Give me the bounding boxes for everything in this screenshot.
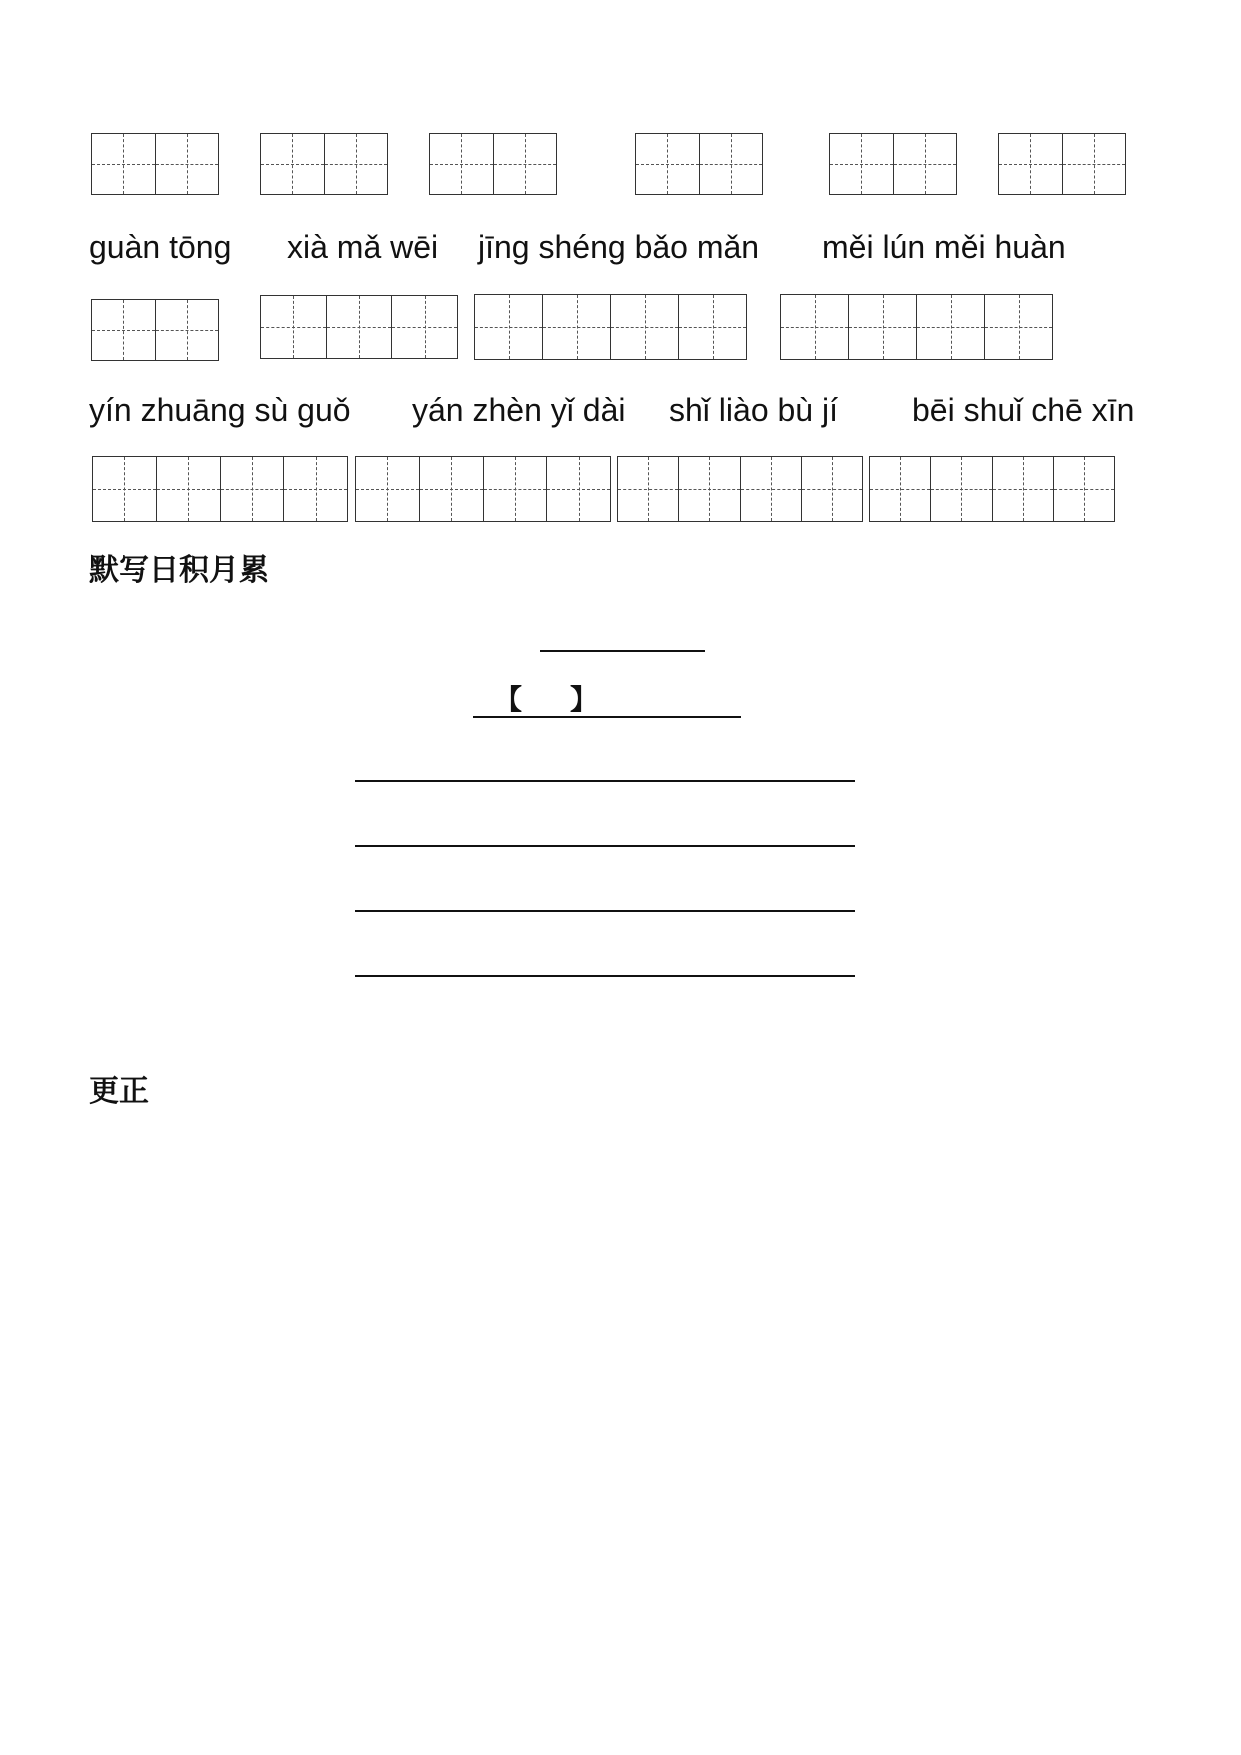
pinyin-label: měi lún měi huàn	[822, 229, 1066, 265]
grid-cell[interactable]	[92, 134, 155, 194]
grid-cell[interactable]	[870, 457, 930, 521]
grid-cell[interactable]	[93, 457, 156, 521]
grid-cell[interactable]	[283, 457, 347, 521]
correction-heading: 更正	[89, 1074, 149, 1109]
grid-cell[interactable]	[261, 296, 326, 358]
grid-cell[interactable]	[430, 134, 493, 194]
pinyin-label: xià mǎ wēi	[287, 229, 439, 265]
writing-grid[interactable]	[780, 294, 1053, 360]
writing-grid[interactable]	[617, 456, 863, 522]
grid-cell[interactable]	[984, 295, 1052, 359]
writing-grid[interactable]	[260, 295, 458, 359]
grid-cell[interactable]	[848, 295, 916, 359]
bracket-open: 【	[494, 683, 523, 716]
dictation-heading: 默写日积月累	[89, 553, 269, 588]
grid-cell[interactable]	[92, 300, 155, 360]
grid-cell[interactable]	[391, 296, 457, 358]
answer-line[interactable]	[355, 845, 855, 847]
grid-cell[interactable]	[781, 295, 848, 359]
grid-cell[interactable]	[992, 457, 1053, 521]
poem-title-line[interactable]	[540, 650, 705, 652]
grid-cell[interactable]	[326, 296, 392, 358]
writing-grid[interactable]	[829, 133, 957, 195]
writing-grid[interactable]	[474, 294, 747, 360]
grid-cell[interactable]	[483, 457, 547, 521]
grid-cell[interactable]	[699, 134, 763, 194]
writing-grid[interactable]	[355, 456, 611, 522]
grid-cell[interactable]	[419, 457, 483, 521]
grid-cell[interactable]	[261, 134, 324, 194]
grid-cell[interactable]	[155, 300, 219, 360]
grid-cell[interactable]	[155, 134, 219, 194]
bracket-close: 】	[570, 683, 599, 716]
grid-cell[interactable]	[324, 134, 388, 194]
answer-line[interactable]	[355, 780, 855, 782]
grid-cell[interactable]	[546, 457, 610, 521]
grid-cell[interactable]	[356, 457, 419, 521]
grid-cell[interactable]	[493, 134, 557, 194]
grid-cell[interactable]	[801, 457, 862, 521]
grid-cell[interactable]	[916, 295, 984, 359]
pinyin-label: yín zhuāng sù guǒ	[89, 392, 351, 428]
writing-grid[interactable]	[869, 456, 1115, 522]
grid-cell[interactable]	[930, 457, 991, 521]
pinyin-label: yán zhèn yǐ dài	[412, 392, 626, 428]
pinyin-label: bēi shuǐ chē xīn	[912, 392, 1135, 428]
answer-line[interactable]	[355, 910, 855, 912]
grid-cell[interactable]	[610, 295, 678, 359]
grid-cell[interactable]	[1062, 134, 1126, 194]
writing-grid[interactable]	[998, 133, 1126, 195]
writing-grid[interactable]	[92, 456, 348, 522]
grid-cell[interactable]	[678, 457, 739, 521]
writing-grid[interactable]	[260, 133, 388, 195]
grid-cell[interactable]	[1053, 457, 1114, 521]
grid-cell[interactable]	[618, 457, 678, 521]
grid-cell[interactable]	[893, 134, 957, 194]
writing-grid[interactable]	[91, 133, 219, 195]
pinyin-label: jīng shéng bǎo mǎn	[478, 229, 760, 265]
grid-cell[interactable]	[830, 134, 893, 194]
poem-author-line[interactable]	[473, 716, 741, 718]
pinyin-label: shǐ liào bù jí	[669, 392, 838, 428]
grid-cell[interactable]	[999, 134, 1062, 194]
writing-grid[interactable]	[635, 133, 763, 195]
grid-cell[interactable]	[542, 295, 610, 359]
grid-cell[interactable]	[636, 134, 699, 194]
grid-cell[interactable]	[156, 457, 220, 521]
grid-cell[interactable]	[740, 457, 801, 521]
pinyin-label: guàn tōng	[89, 229, 232, 265]
writing-grid[interactable]	[429, 133, 557, 195]
grid-cell[interactable]	[220, 457, 284, 521]
grid-cell[interactable]	[678, 295, 746, 359]
answer-line[interactable]	[355, 975, 855, 977]
grid-cell[interactable]	[475, 295, 542, 359]
writing-grid[interactable]	[91, 299, 219, 361]
